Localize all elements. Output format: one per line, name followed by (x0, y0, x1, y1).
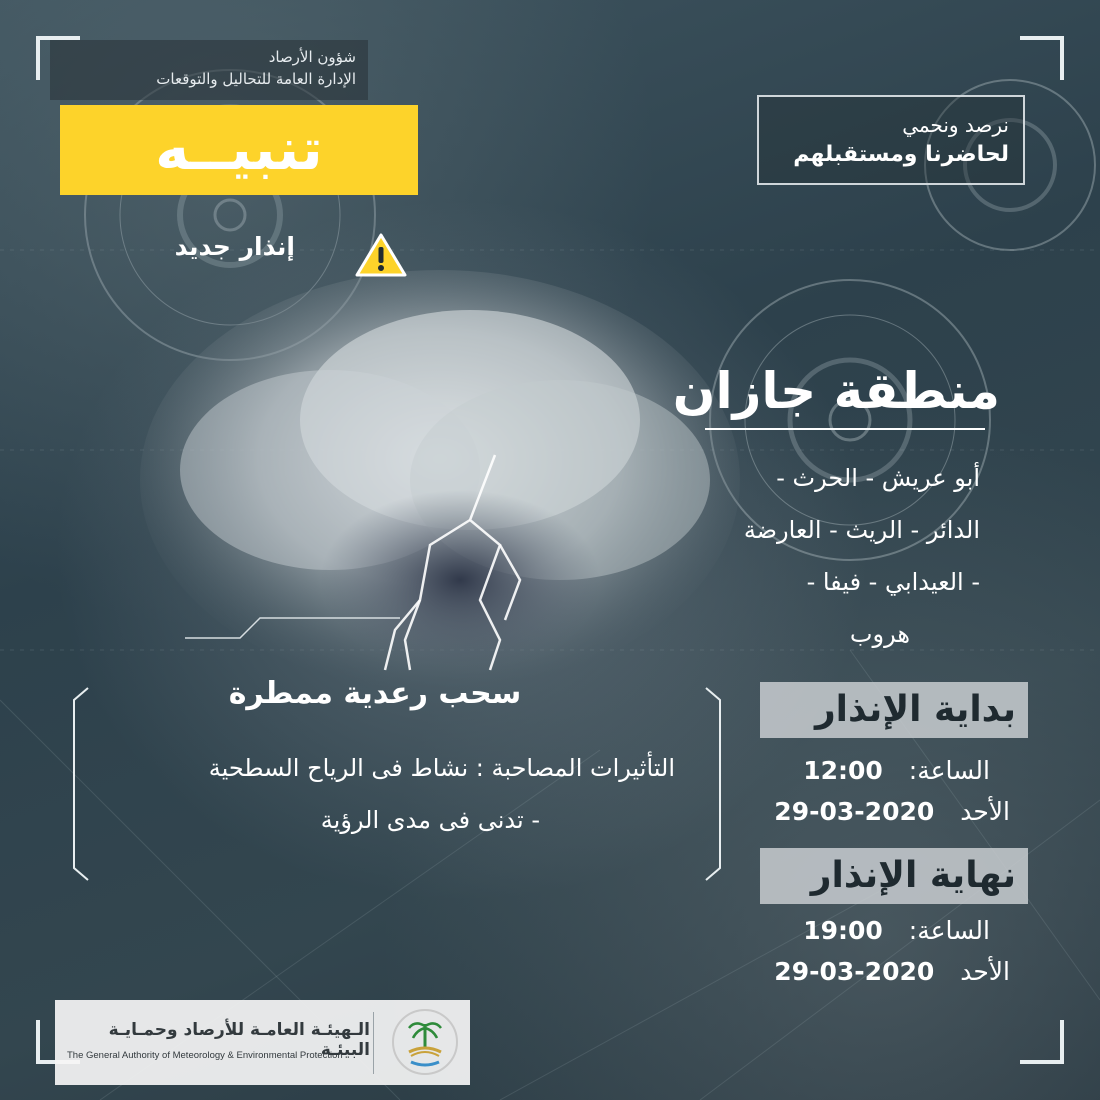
warning-triangle-icon (355, 232, 407, 278)
slogan-line-1: نرصد ونحمي (902, 113, 1009, 137)
effects-line-1: التأثيرات المصاحبة : نشاط فى الرياح السطحية (208, 754, 675, 782)
frame-corner-bottom-right (1020, 1020, 1064, 1064)
end-date: 2020-03-29 (774, 957, 935, 986)
cities-list (690, 452, 980, 660)
palm-swords-emblem-icon (387, 1006, 463, 1078)
region-title: منطقة جازان (672, 362, 1000, 420)
end-day: الأحد (960, 957, 1010, 986)
header-line-2: الإدارة العامة للتحاليل والتوقعات (156, 70, 356, 88)
authority-name-arabic: الـهيئـة العامـة للأرصاد وحمـايـة البيئـة (108, 1020, 370, 1060)
cities-line: - العيدابي - فيفا - (806, 568, 980, 596)
authority-logo (55, 1000, 470, 1085)
phenomenon-title: سحب رعدية ممطرة (228, 676, 522, 711)
frame-corner-top-right (1020, 36, 1064, 80)
end-time-label: الساعة: (908, 916, 990, 945)
end-time-value: 19:00 (803, 916, 883, 945)
header-line-1: شؤون الأرصاد (268, 48, 356, 66)
department-header (50, 40, 368, 100)
start-time-value: 12:00 (803, 756, 883, 785)
start-time-row (800, 756, 990, 785)
start-time-label: الساعة: (908, 756, 990, 785)
alert-banner: تنبيــه (60, 105, 418, 195)
logo-divider (373, 1012, 374, 1074)
cities-line: الدائر - الريث - العارضة (743, 516, 980, 544)
cities-line: أبو عريش - الحرث - (776, 464, 980, 492)
slogan-box (757, 95, 1025, 185)
cities-line: هروب (849, 620, 910, 648)
start-date-row (760, 797, 1010, 826)
start-day: الأحد (960, 797, 1010, 826)
start-date: 2020-03-29 (774, 797, 935, 826)
end-time-row (800, 916, 990, 945)
slogan-line-2: لحاضرنا ومستقبلهم (793, 142, 1009, 167)
effects-text (100, 742, 675, 846)
end-date-row (760, 957, 1010, 986)
new-warning-label: إنذار جديد (174, 232, 295, 261)
effects-line-2: - تدنى فى مدى الرؤية (320, 806, 540, 834)
region-divider (705, 428, 985, 430)
authority-name-english: The General Authority of Meteorology & Environmental Protection (67, 1050, 343, 1061)
start-label: بداية الإنذار (760, 682, 1028, 738)
end-label: نهاية الإنذار (760, 848, 1028, 904)
